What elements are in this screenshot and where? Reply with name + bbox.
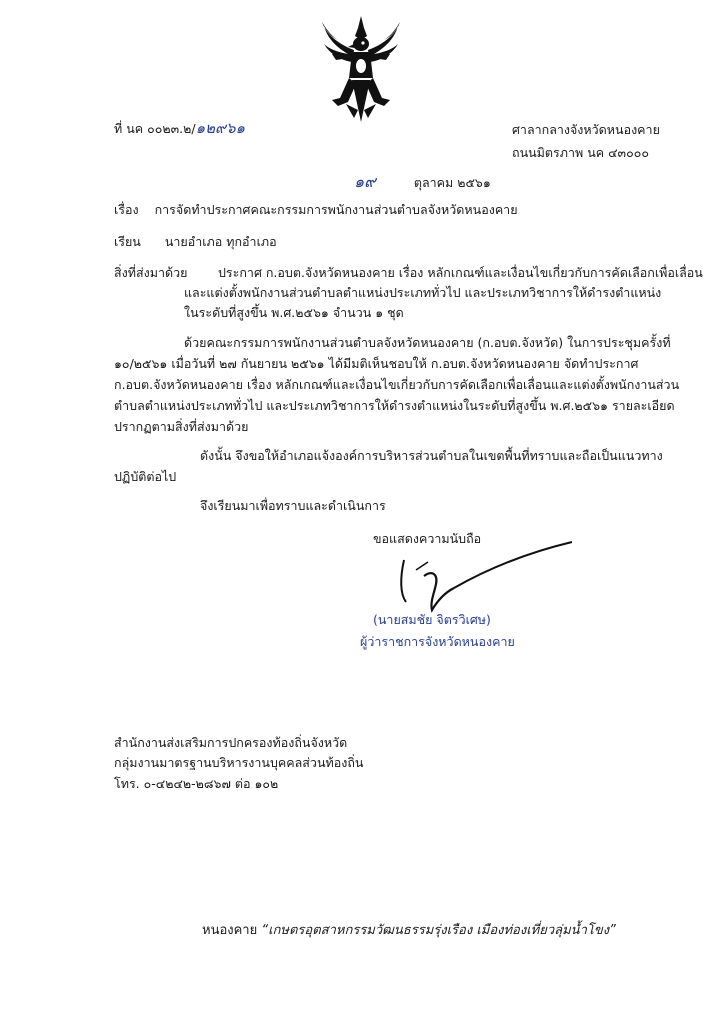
body-para3: จึงเรียนมาเพื่อทราบและดำเนินการ bbox=[200, 498, 386, 513]
enclosure-line-2: และแต่งตั้งพนักงานส่วนตำบลตำแหน่งประเภททั่วไป และประเภทวิชาการให้ดำรงตำแหน่ง bbox=[184, 285, 662, 300]
enclosure-line-1: ประกาศ ก.อบต.จังหวัดหนองคาย เรื่อง หลักเกณฑ์และเงื่อนไขเกี่ยวกับการคัดเลือกเพื่อเลื่อน bbox=[218, 265, 703, 280]
reference-number bbox=[114, 119, 245, 138]
enclosure-line-3: ในระดับที่สูงขึ้น พ.ศ.๒๕๖๑ จำนวน ๑ ชุด bbox=[184, 305, 404, 320]
enclosure-label: สิ่งที่ส่งมาด้วย bbox=[114, 265, 188, 280]
salutation-label: เรียน bbox=[114, 234, 141, 249]
closing-regards: ขอแสดงความนับถือ bbox=[373, 531, 482, 546]
office-address: ถนนมิตรภาพ นค ๔๓๐๐๐ bbox=[512, 145, 649, 160]
footer-dept-line-2: กลุ่มงานมาตรฐานบริหารงานบุคคลส่วนท้องถิ่น bbox=[114, 755, 364, 770]
signer-title: ผู้ว่าราชการจังหวัดหนองคาย bbox=[360, 634, 515, 649]
footer-phone: โทร. ๐-๔๒๔๒-๒๘๖๗ ต่อ ๑๐๒ bbox=[114, 776, 279, 791]
body-para1-line-4: ตำบลตำแหน่งประเภททั่วไป และประเภทวิชาการให้ดำรงตำแหน่งในระดับที่สูงขึ้น พ.ศ.๒๕๖๑ รายละเอียด bbox=[114, 398, 675, 413]
footer-dept-line-1: สำนักงานส่งเสริมการปกครองท้องถิ่นจังหวัด bbox=[114, 735, 348, 750]
subject-label: เรื่อง bbox=[114, 202, 139, 217]
date-day-handwritten: ๑๙ bbox=[354, 172, 376, 191]
date-month-year: ตุลาคม ๒๕๖๑ bbox=[413, 175, 491, 190]
date-line bbox=[354, 173, 491, 192]
office-name: ศาลากลางจังหวัดหนองคาย bbox=[512, 122, 660, 137]
subject-text: การจัดทำประกาศคณะกรรมการพนักงานส่วนตำบลจังหวัดหนองคาย bbox=[154, 202, 518, 217]
body-para1-line-1: ด้วยคณะกรรมการพนักงานส่วนตำบลจังหวัดหนองคาย (ก.อบต.จังหวัด) ในการประชุมครั้งที่ bbox=[184, 335, 671, 350]
reference-prefix: ที่ นค ๐๐๒๓.๒/ bbox=[114, 121, 196, 136]
body-para2-line-1: ดังนั้น จึงขอให้อำเภอแจ้งองค์การบริหารส่วนตำบลในเขตพื้นที่ทราบและถือเป็นแนวทาง bbox=[200, 448, 663, 463]
salutation-line bbox=[114, 233, 277, 251]
salutation-text: นายอำเภอ ทุกอำเภอ bbox=[164, 234, 277, 249]
slogan-place: หนองคาย bbox=[202, 923, 258, 938]
body-para2-line-2: ปฏิบัติต่อไป bbox=[114, 469, 177, 484]
reference-number-handwritten: ๑๒๙๖๑ bbox=[195, 119, 246, 137]
body-para1-line-5: ปรากฏตามสิ่งที่ส่งมาด้วย bbox=[114, 419, 249, 434]
body-para1-line-3: ก.อบต.จังหวัดหนองคาย เรื่อง หลักเกณฑ์และเงื่อนไขเกี่ยวกับการคัดเลือกเพื่อเลื่อนและแต่งตั้งพนักงานส่วน bbox=[114, 377, 680, 392]
subject-line bbox=[114, 201, 518, 219]
signer-name: (นายสมชัย จิตรวิเศษ) bbox=[373, 612, 491, 627]
garuda-emblem-icon bbox=[318, 14, 404, 126]
slogan-text: “เกษตรอุตสาหกรรมวัฒนธรรมรุ่งเรือง เมืองท่องเที่ยวลุ่มน้ำโขง” bbox=[261, 923, 616, 938]
footer-slogan bbox=[202, 922, 616, 940]
body-para1-line-2: ๑๐/๒๕๖๑ เมื่อวันที่ ๒๗ กันยายน ๒๕๖๑ ได้มีมติเห็นชอบให้ ก.อบต.จังหวัดหนองคาย จัดทำประกาศ bbox=[114, 356, 639, 371]
